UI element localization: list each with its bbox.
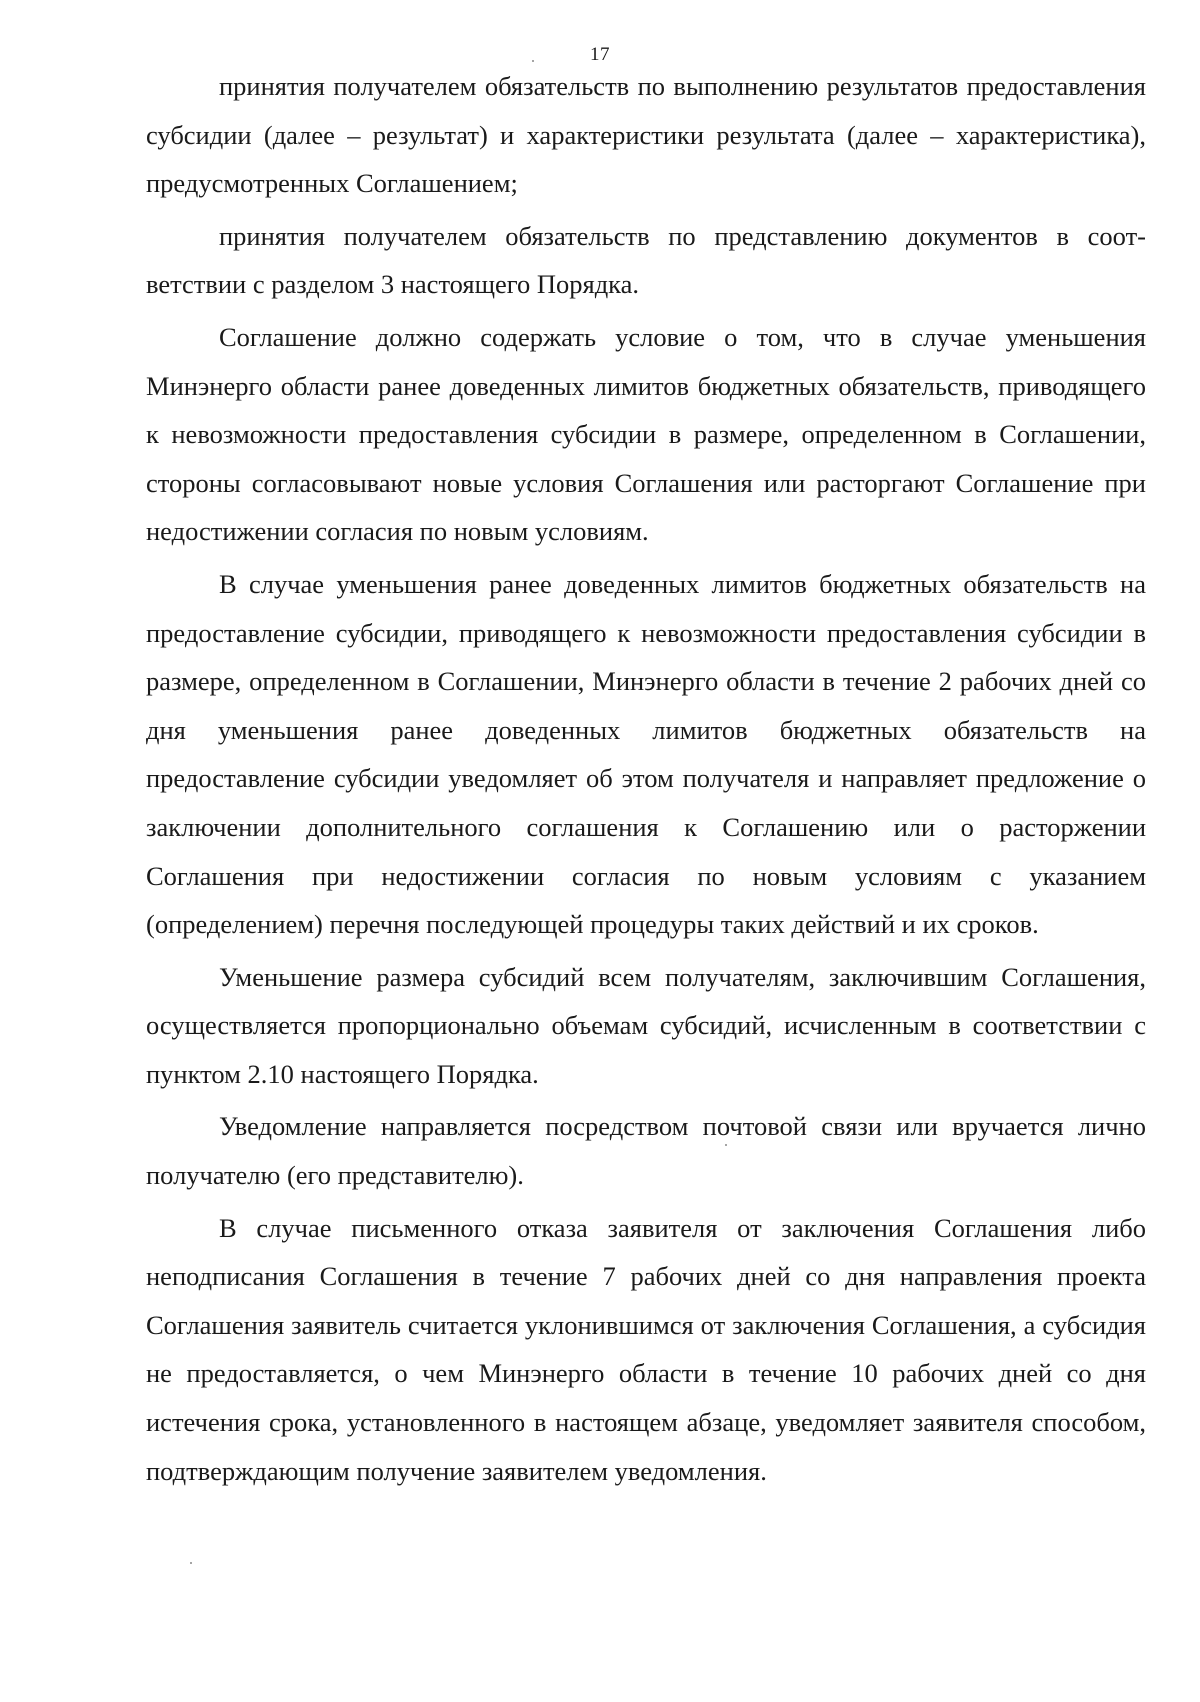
paragraph-refusal-evasion: В случае письменного отказа заявителя от заключения Соглашения либо неподписания Соглашения в течение 7 рабочих дней со дня направления проекта Соглашения заявитель считается уклонившимся от заключения Соглашения, а субсидия не предоставляется, о чем Минэнерго области в течение 10 рабочих дней со дня истечения срока, установленного в настоящем абзаце, уведомляет заявителя способом, подтверждающим получение заявителем уведомления. xyxy=(146,1212,1146,1486)
paragraph-documents-obligations: принятия получателем обязательств по представлению документов в соответствии с разделом 3 настоящего Порядка. xyxy=(146,220,1146,300)
paragraph-results-obligations: принятия получателем обязательств по выполнению результатов предоставления субсидии (далее – результат) и характеристики результата (далее – характеристика), предусмотренных Соглашением; xyxy=(146,71,1146,199)
document-body xyxy=(146,62,1146,1499)
paragraph-limits-reduction: В случае уменьшения ранее доведенных лимитов бюджетных обязательств на предоставление субсидии, приводящего к невозможности предоставления субсидии в размере, определенном в Соглашении, Минэнерго области в течение 2 рабочих дней со дня уменьшения ранее доведенных лимитов бюджетных обязательств на предоставление субсидии уведомляет об этом получателя и направляет предложение о заключении дополнительного соглашения к Соглашению или о расторжении Соглашения при недостижении согласия по новым условиям с указанием (определением) перечня последующей процедуры таких действий и их сроков. xyxy=(146,568,1146,940)
scan-speck xyxy=(725,1144,727,1146)
page-number: 17 xyxy=(590,44,610,65)
paragraph-subsidy-reduction: Уменьшение размера субсидий всем получателям, заключившим Соглашения, осуществляется пропорционально объемам субсидий, исчисленным в соответствии с пунктом 2.10 настоящего Порядка. xyxy=(146,961,1146,1089)
paragraph-notification-delivery: Уведомление направляется посредством почтовой связи или вручается лично получателю (его представителю). xyxy=(146,1111,1146,1191)
scan-speck xyxy=(190,1562,192,1564)
scan-speck xyxy=(532,60,534,62)
paragraph-agreement-condition: Соглашение должно содержать условие о том, что в случае уменьшения Минэнерго области ранее доведенных лимитов бюджетных обязательств, приводящего к невозможности предоставления субсидии в размере, определенном в Соглашении, стороны согласовывают новые условия Соглашения или расторгают Соглашение при недостижении согласия по новым условиям. xyxy=(146,321,1146,547)
